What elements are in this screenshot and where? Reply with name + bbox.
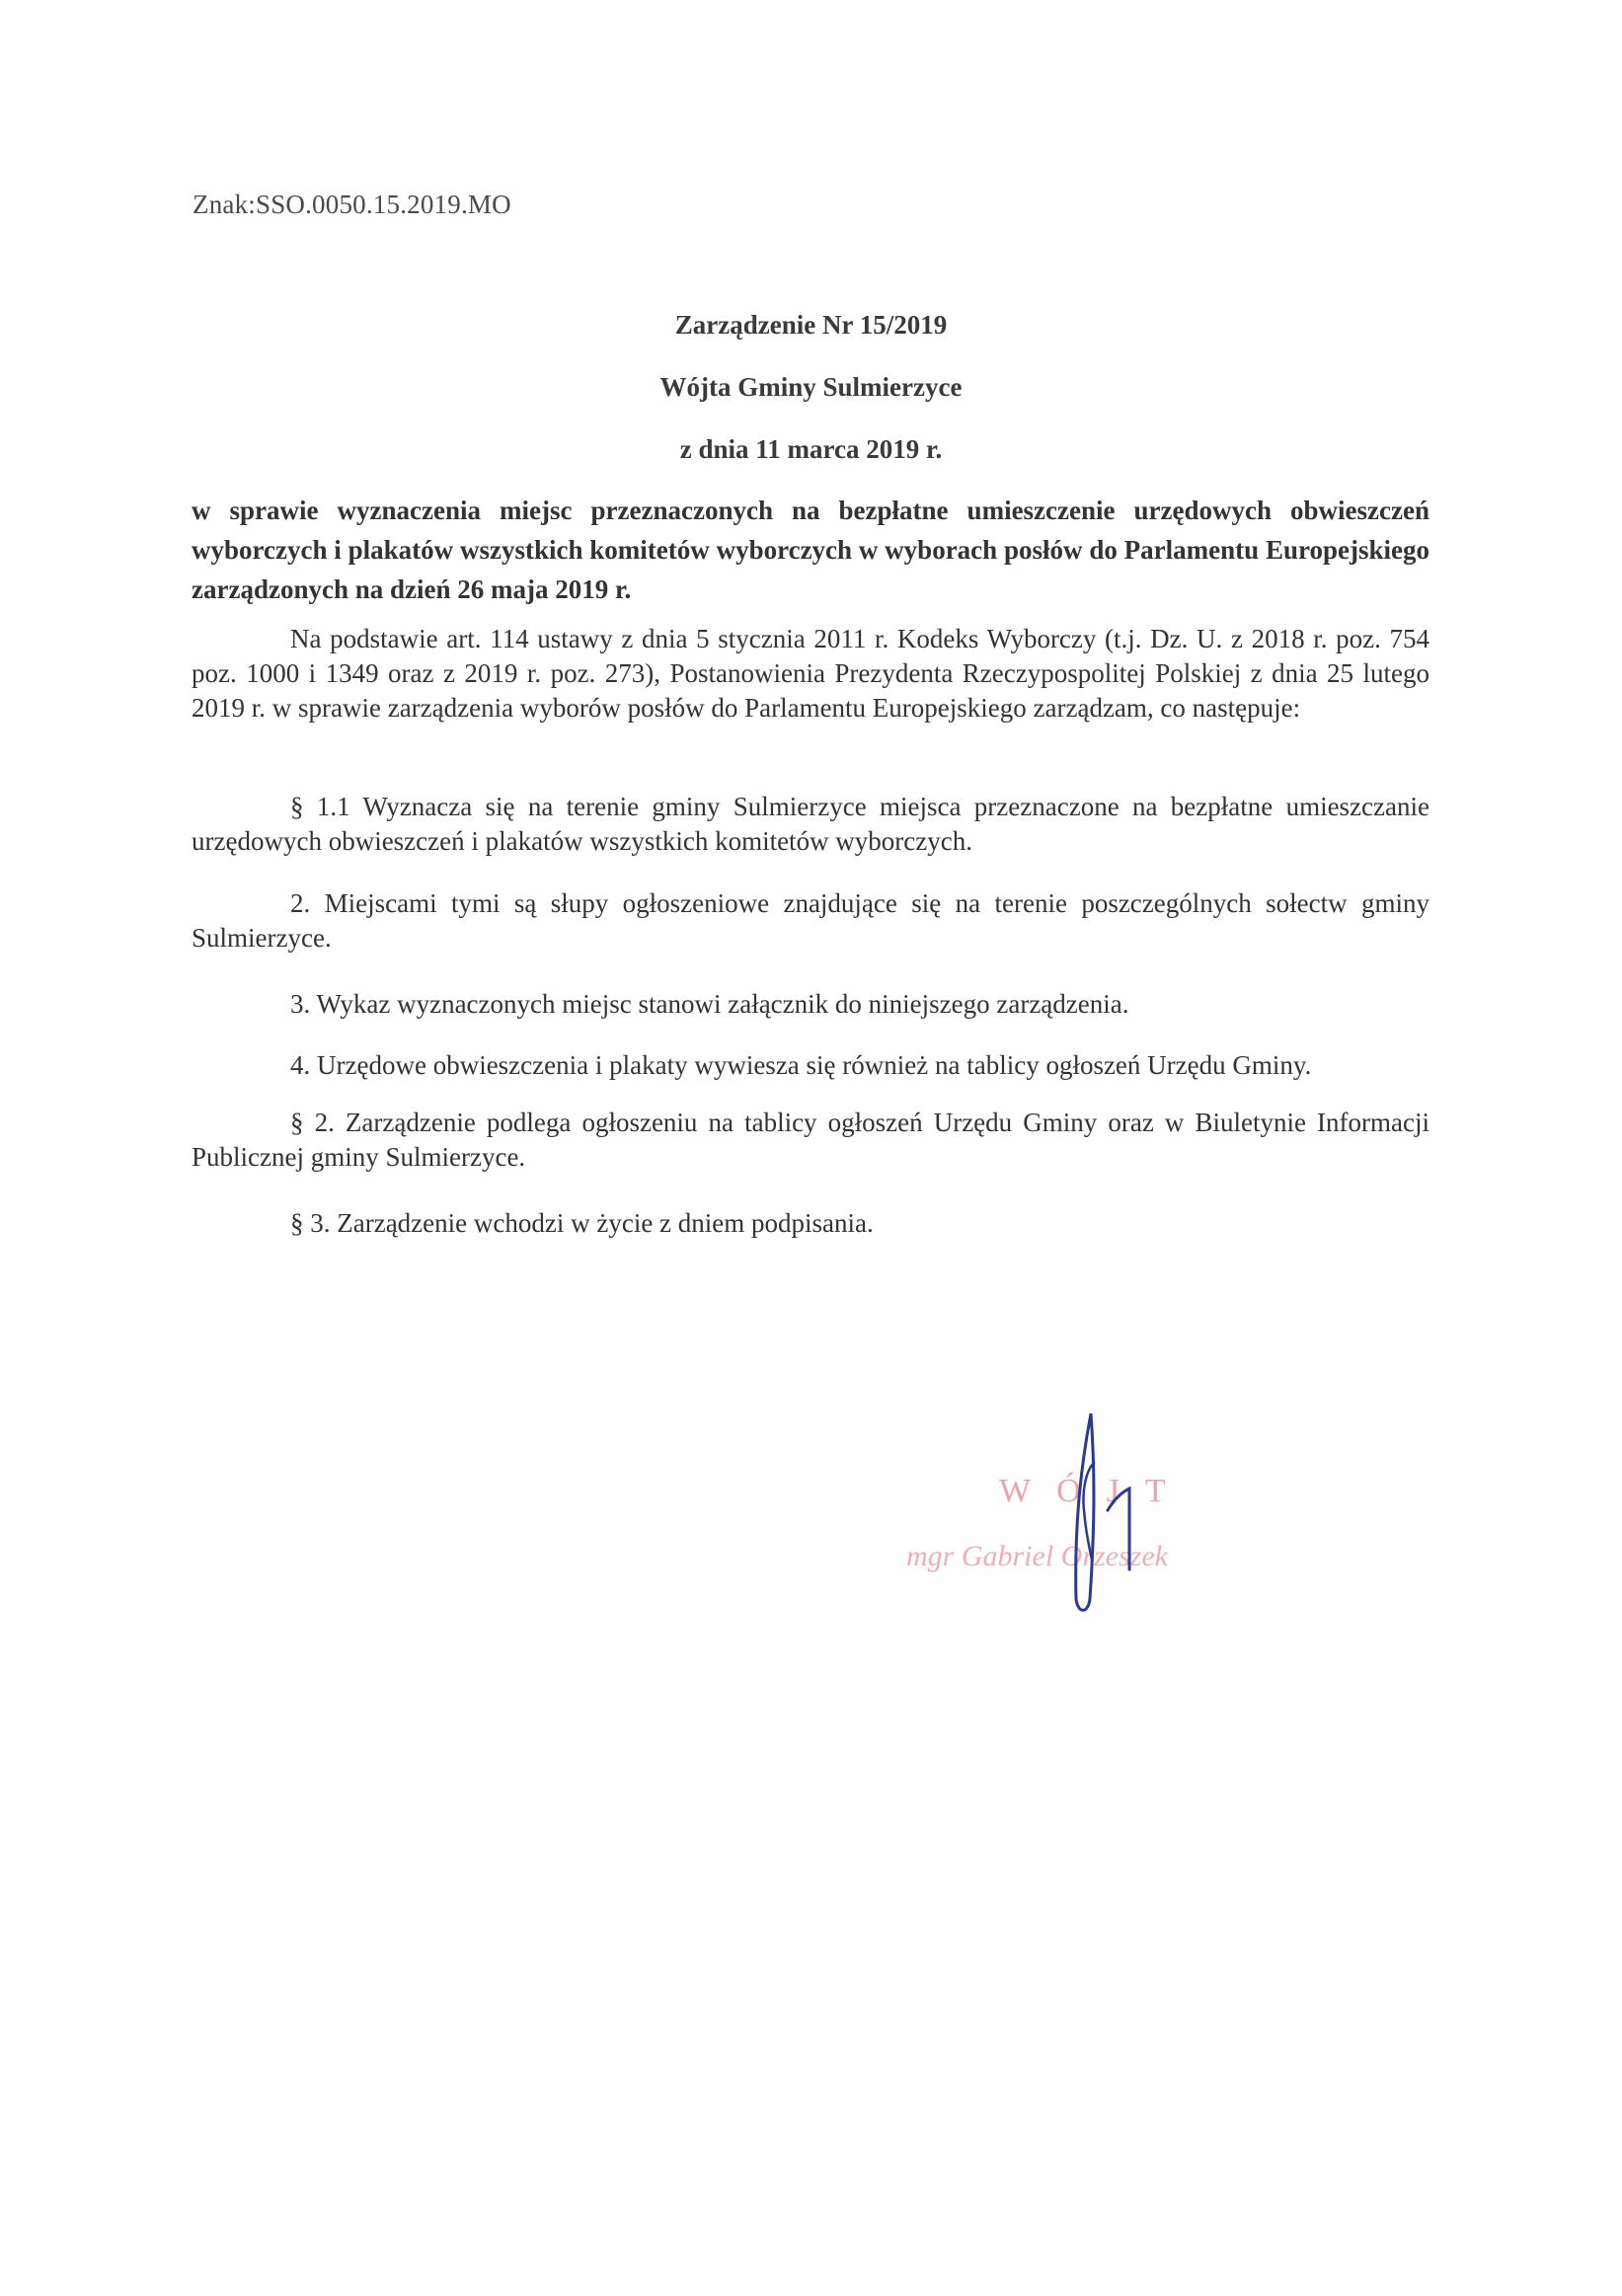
document-subject: w sprawie wyznaczenia miejsc przeznaczonych na bezpłatne umieszczenie urzędowych obwieszczeń wyborczych i plakatów wszystkich komitetów wyborczych w wyborach posłów do Parlamentu Europejskiego zarządzonych na dzień 26 maja 2019 r. [192,496,1429,604]
reference-number: Znak:SSO.0050.15.2019.MO [193,190,511,219]
section-1-point-4: 4. Urzędowe obwieszczenia i plakaty wywiesza się również na tablicy ogłoszeń Urzędu Gminy. [290,1050,1312,1080]
legal-basis-paragraph: Na podstawie art. 114 ustawy z dnia 5 stycznia 2011 r. Kodeks Wyborczy (t.j. Dz. U. z 2018 r. poz. 754 poz. 1000 i 1349 oraz z 2019 r. poz. 273), Postanowienia Prezydenta Rzeczypospolitej Polskiej z dnia 25 lutego 2019 r. w sprawie zarządzenia wyborów posłów do Parlamentu Europejskiego zarządzam, co następuje: [192,624,1429,723]
handwritten-signature-icon [888,1402,1264,1629]
section-1-point-1: § 1.1 Wyznacza się na terenie gminy Sulmierzyce miejsca przeznaczone na bezpłatne umieszczanie urzędowych obwieszczeń i plakatów wszystkich komitetów wyborczych. [192,792,1429,856]
document-issuer: Wójta Gminy Sulmierzyce [659,372,963,402]
signature-block [888,1402,1264,1629]
section-2: § 2. Zarządzenie podlega ogłoszeniu na tablicy ogłoszeń Urzędu Gminy oraz w Biuletynie Informacji Publicznej gminy Sulmierzyce. [192,1108,1429,1172]
stamp-title: WÓJT [999,1473,1192,1509]
section-3: § 3. Zarządzenie wchodzi w życie z dniem podpisania. [290,1208,874,1238]
section-1-point-3: 3. Wykaz wyznaczonych miejsc stanowi załącznik do niniejszego zarządzenia. [290,989,1129,1019]
section-1-point-2: 2. Miejscami tymi są słupy ogłoszeniowe znajdujące się na terenie poszczególnych sołectw gminy Sulmierzyce. [192,888,1429,953]
document-date: z dnia 11 marca 2019 r. [679,434,943,464]
document-title: Zarządzenie Nr 15/2019 [674,310,948,340]
stamp-name: mgr Gabriel Orzeszek [906,1540,1168,1572]
